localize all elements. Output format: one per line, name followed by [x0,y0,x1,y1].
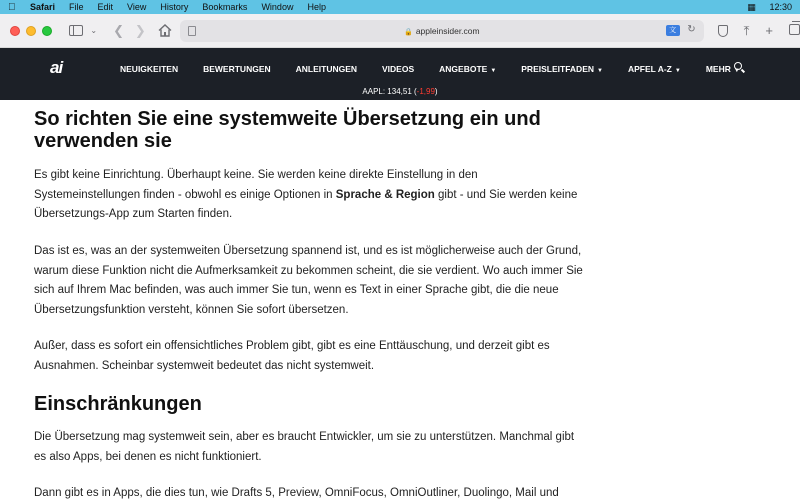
menu-bookmarks[interactable]: Bookmarks [202,2,248,12]
minimize-window-button[interactable] [26,26,36,36]
nav-item-angebote[interactable] [439,64,496,74]
menu-window[interactable]: Window [261,2,294,12]
nav-menu [120,48,765,90]
nav-label: ANLEITUNGEN [295,64,358,74]
apple-icon[interactable] [8,2,22,13]
close-window-button[interactable] [10,26,20,36]
ticker-change: -1,99 [416,87,435,96]
nav-label: BEWERTUNGEN [203,64,271,74]
home-icon [158,24,172,37]
bold-term: Sprache & Region [335,188,435,201]
nav-label: VIDEOS [382,64,415,74]
nav-item-neuigkeiten[interactable] [120,64,178,74]
menu-edit[interactable]: Edit [97,2,114,12]
privacy-shield-icon[interactable] [718,25,728,37]
menu-file[interactable]: File [69,2,84,12]
paragraph-4: Die Übersetzung mag systemweit sein, aber es braucht Entwickler, um sie zu unterstützen. Manchmal gibt es also Apps, bei denen es nicht funktioniert. [34,431,575,463]
ticker-label: AAPL: 134,51 ( [362,87,417,96]
chevron-down-icon[interactable]: ⌄ [90,26,98,35]
nav-label: ANGEBOTE [439,64,488,74]
forward-button[interactable]: ❯ [134,22,146,38]
zoom-window-button[interactable] [42,26,52,36]
nav-label: PREISLEITFADEN [521,64,594,74]
ticker-end: ) [434,87,438,96]
nav-label: APFEL A-Z [627,64,672,74]
url-text[interactable] [180,23,704,36]
menu-help[interactable]: Help [307,2,326,12]
lock-icon: 🔒 [404,28,413,36]
nav-label: MEHR [705,64,731,74]
search-icon[interactable] [734,62,746,74]
caret-down-icon: ▼ [597,68,603,74]
article-title: So richten Sie eine systemweite Übersetzung ein und verwenden sie [34,108,541,152]
translate-icon[interactable]: 文 [666,25,680,36]
nav-item-anleitungen[interactable] [296,64,357,74]
caret-down-icon: ▼ [733,68,740,74]
menu-view[interactable]: View [127,2,147,12]
nav-item-apfel-a-z[interactable] [628,64,681,74]
tab-overview-icon[interactable] [789,23,800,38]
address-bar[interactable] [180,20,704,42]
menu-bar-status [745,2,792,12]
window-controls [10,26,52,36]
new-tab-icon[interactable]: + [765,23,774,38]
paragraph-3: Außer, dass es sofort ein offensichtliches Problem gibt, gibt es eine Enttäuschung, und derzeit gibt es Ausnahmen. Scheinbar systemweit bedeutet das nicht systemweit. [34,340,550,372]
control-center-icon[interactable]: ▦ [747,1,756,12]
menu-safari[interactable]: Safari [30,2,56,12]
paragraph-1 [34,166,584,225]
home-button[interactable] [156,21,174,41]
caret-down-icon: ▼ [490,68,497,74]
browser-toolbar [0,14,800,48]
sidebar-icon [69,25,83,36]
menu-bar [0,0,800,14]
nav-item-bewertungen[interactable] [203,64,271,74]
sidebar-toggle-button[interactable] [66,21,86,41]
caret-down-icon: ▼ [674,68,681,74]
paragraph-5: Dann gibt es in Apps, die dies tun, wie Drafts 5, Preview, OmniFocus, OmniOutliner, Duolingo, Mail und [34,487,559,499]
page-icon[interactable] [188,26,196,36]
paragraph-text: gibt - und Sie werden keine Übersetzungs-App zum Starten finden. [34,188,578,220]
nav-label: NEUIGKEITEN [120,64,179,74]
nav-item-videos[interactable] [382,64,414,74]
site-navigation [0,48,800,90]
nav-item-preisleitfaden[interactable] [521,64,603,74]
menu-clock[interactable]: 12:30 [769,2,792,12]
reload-icon[interactable]: ↻ [687,23,696,35]
site-logo[interactable]: ai [50,58,63,77]
back-button[interactable]: ❮ [113,22,124,38]
menu-history[interactable]: History [160,2,189,12]
paragraph-2: Das ist es, was an der systemweiten Übersetzung spannend ist, und es ist möglicherweise auch der Grund, warum diese Funktion nicht die Aufmerksamkeit zu bekommen scheint, die sie verdient. Wo auch immer Sie sich auf Ihrem Mac befinden, was auch immer Sie tun, wenn es Text in einer Sprache gibt, die die neue Übersetzungsfunktion versteht, können Sie sofort übersetzen. [34,245,583,316]
paragraph-text: Es gibt keine Einrichtung. Überhaupt keine. Sie werden keine direkte Einstellung in den Systemeinstellungen finden - obwohl es einige Optionen in [34,169,478,201]
stock-ticker[interactable] [0,86,800,100]
share-icon[interactable]: ⤒ [743,22,750,38]
section-heading: Einschränkungen [34,393,202,415]
toolbar-right [718,23,800,39]
url-value: appleinsider.com [415,25,480,36]
